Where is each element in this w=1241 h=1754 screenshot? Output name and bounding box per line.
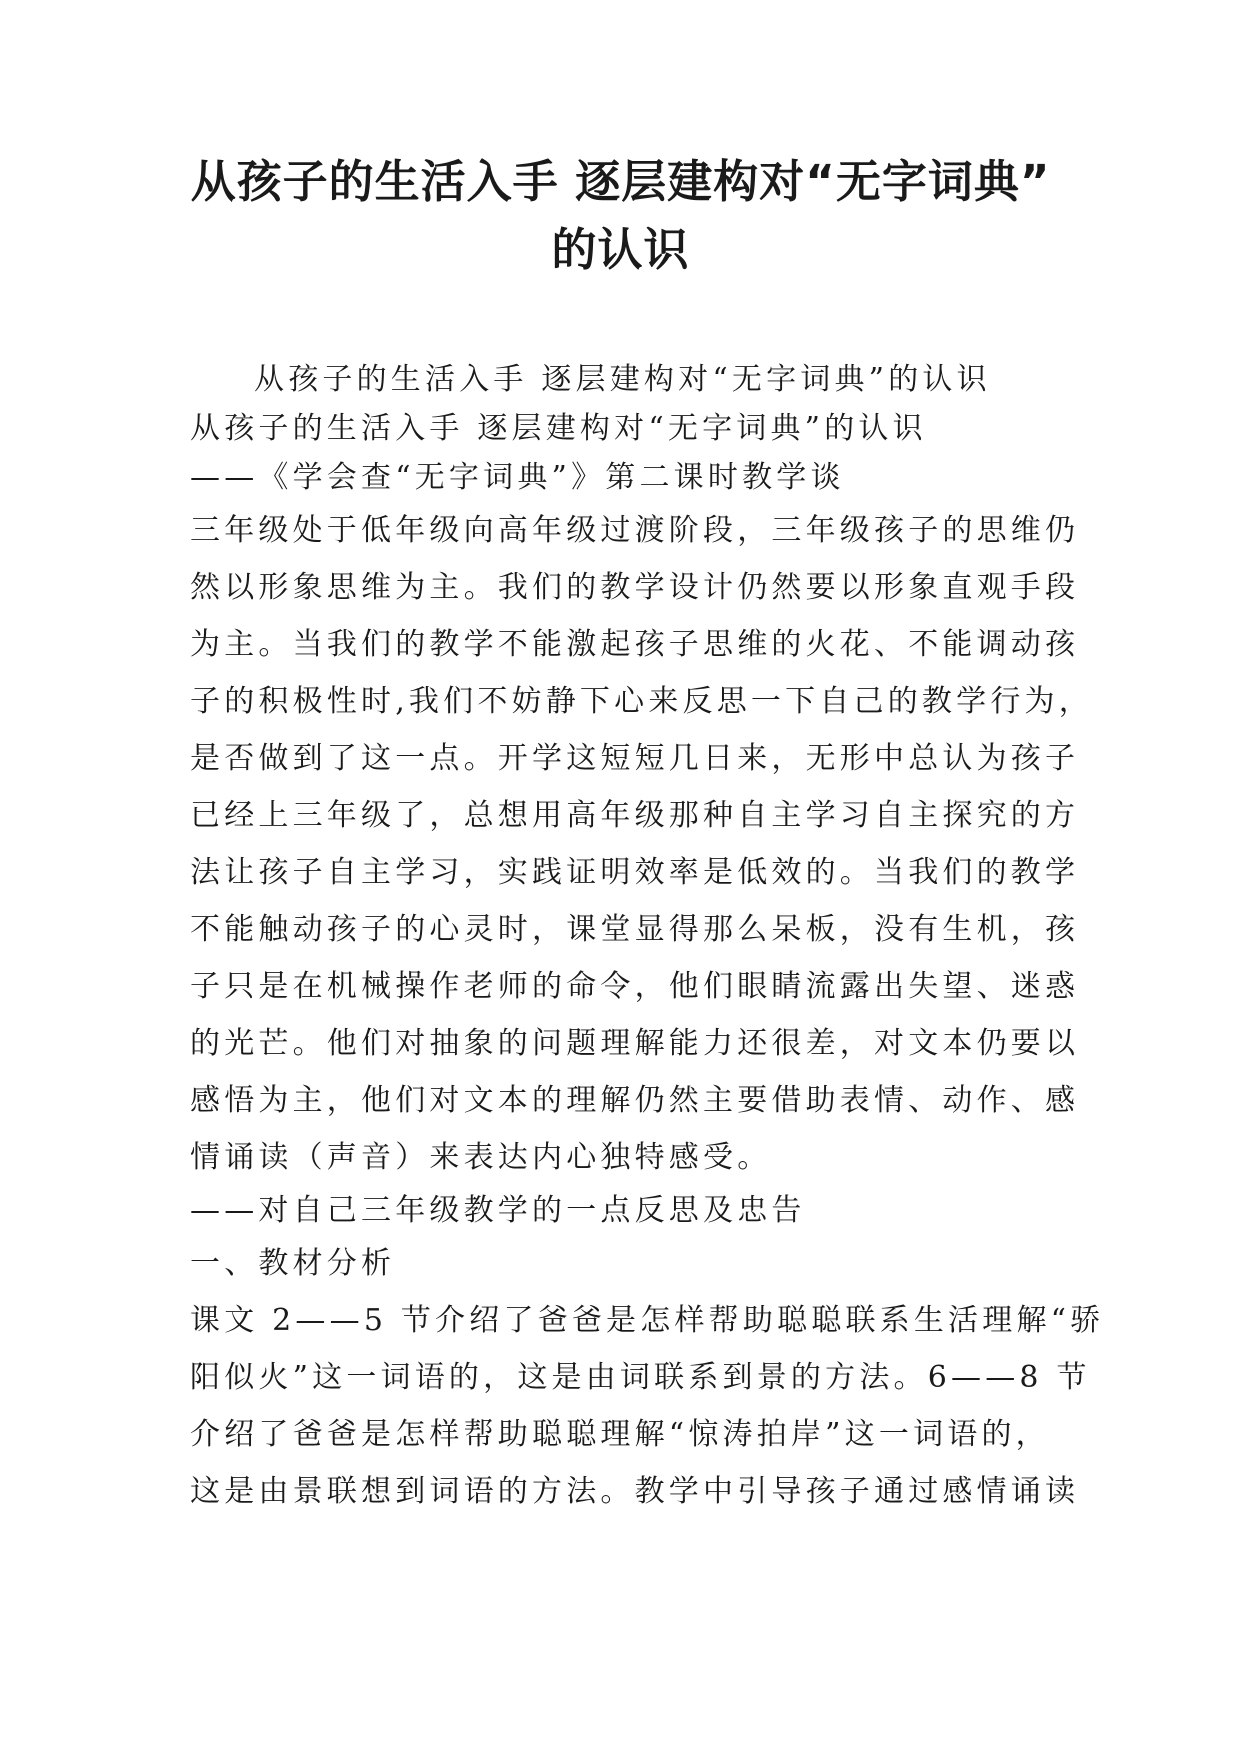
- body-line: 从孩子的生活入手 逐层建构对“无字词典”的认识: [190, 411, 927, 446]
- body-line: 为主。当我们的教学不能激起孩子思维的火花、不能调动孩: [190, 627, 1080, 662]
- body-line: 课文 2——5 节介绍了爸爸是怎样帮助聪聪联系生活理解“骄: [190, 1303, 1105, 1338]
- body-line: 的光芒。他们对抽象的问题理解能力还很差，对文本仍要以: [190, 1026, 1080, 1061]
- document-body: [190, 355, 1105, 1520]
- body-line: 感悟为主，他们对文本的理解仍然主要借助表情、动作、感: [190, 1083, 1080, 1118]
- title-line: 从孩子的生活入手 逐层建构对“无字词典”: [190, 155, 1051, 208]
- body-line: 不能触动孩子的心灵时，课堂显得那么呆板，没有生机，孩: [190, 912, 1080, 947]
- body-line: 子只是在机械操作老师的命令，他们眼睛流露出失望、迷惑: [190, 969, 1080, 1004]
- body-line: 这是由景联想到词语的方法。教学中引导孩子通过感情诵读: [190, 1474, 1080, 1509]
- body-line: 介绍了爸爸是怎样帮助聪聪理解“惊涛拍岸”这一词语的，: [190, 1417, 1050, 1452]
- section-heading: 一、教材分析: [190, 1246, 396, 1281]
- body-line: 是否做到了这一点。开学这短短几日来，无形中总认为孩子: [190, 741, 1080, 776]
- body-line: ——对自己三年级教学的一点反思及忠告: [190, 1193, 806, 1228]
- body-line: ——《学会查“无字词典”》第二课时教学谈: [190, 460, 845, 495]
- body-line: 子的积极性时,我们不妨静下心来反思一下自己的教学行为，: [190, 684, 1093, 719]
- body-line: 阳似火”这一词语的，这是由词联系到景的方法。6——8 节: [190, 1360, 1091, 1395]
- title-line: 的认识: [551, 223, 690, 276]
- body-line: 然以形象思维为主。我们的教学设计仍然要以形象直观手段: [190, 570, 1080, 605]
- body-line: 从孩子的生活入手 逐层建构对“无字词典”的认识: [254, 362, 991, 397]
- body-line: 情诵读（声音）来表达内心独特感受。: [190, 1140, 772, 1175]
- body-line: 法让孩子自主学习，实践证明效率是低效的。当我们的教学: [190, 855, 1080, 890]
- body-line: 已经上三年级了，总想用高年级那种自主学习自主探究的方: [190, 798, 1080, 833]
- body-line: 三年级处于低年级向高年级过渡阶段，三年级孩子的思维仍: [190, 513, 1080, 548]
- document-title: [150, 148, 1091, 284]
